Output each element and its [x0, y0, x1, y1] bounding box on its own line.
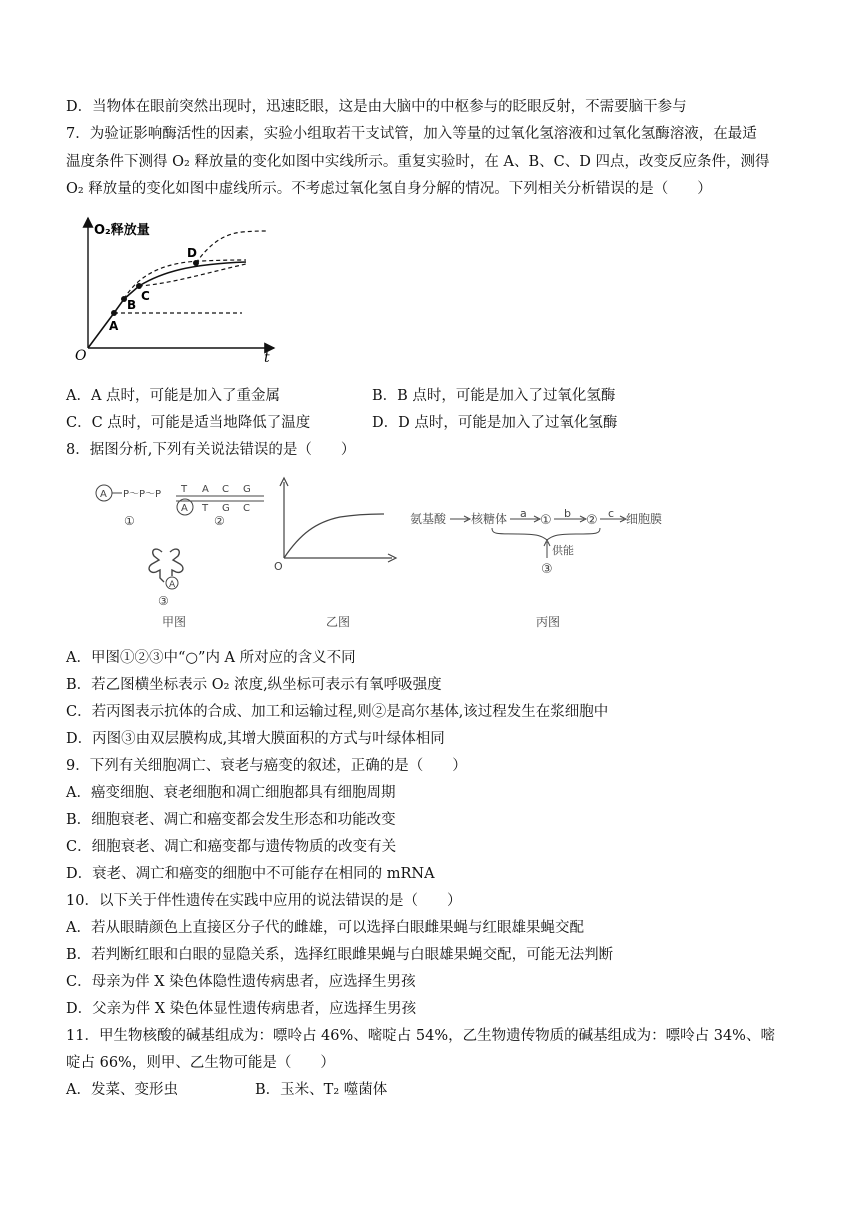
dna-top-1: A [202, 484, 209, 495]
flow-membrane: 细胞膜 [626, 512, 663, 526]
flow-ribosome: 核糖体 [471, 512, 508, 526]
q6-option-d: D．当物体在眼前突然出现时，迅速眨眼，这是由大脑中的中枢参与的眨眼反射，不需要脑干参与 [66, 99, 687, 115]
flow-brace [492, 528, 600, 540]
flow-b: b [564, 507, 571, 520]
dna-bottom-0: A [181, 503, 188, 514]
q10-stem: 10．以下关于伴性遗传在实践中应用的说法错误的是（ ） [66, 893, 462, 909]
q7-dashed-curve-d [196, 231, 268, 263]
q8-option-d: D．丙图③由双层膜构成,其增大膜面积的方式与叶绿体相同 [66, 731, 445, 747]
q7-point-a-label: A [109, 319, 119, 333]
q7-point-b-label: B [127, 298, 137, 312]
trna-shape [149, 549, 183, 582]
q7-option-d: D．D 点时，可能是加入了过氧化氢酶 [372, 415, 618, 431]
q9-option-b: B．细胞衰老、凋亡和癌变都会发生形态和功能改变 [66, 812, 396, 828]
dna-top-3: G [243, 484, 251, 495]
dna-bottom-1: T [202, 503, 209, 514]
dna-bottom-3: C [243, 503, 250, 514]
dna-bottom-2: G [222, 503, 230, 514]
q7-o2-release-graph [70, 212, 290, 364]
q8-option-b: B．若乙图横坐标表示 O₂ 浓度,纵坐标可表示有氧呼吸强度 [66, 677, 442, 693]
q8-option-a: A．甲图①②③中“○”内 A 所对应的含义不同 [66, 650, 356, 666]
flow-a: a [520, 507, 527, 520]
flow-s3: ③ [541, 562, 553, 577]
q11-option-a: A．发菜、变形虫 [66, 1082, 178, 1098]
jia-label: 甲图 [162, 615, 187, 629]
yi-origin: O [274, 560, 283, 573]
q11-stem-line2: 啶占 66%，则甲、乙生物可能是（ ） [66, 1055, 335, 1071]
jia-num2: ② [214, 514, 225, 528]
q10-option-c: C．母亲为伴 X 染色体隐性遗传病患者，应选择生男孩 [66, 974, 416, 990]
q7-point-c-label: C [141, 289, 150, 303]
q7-stem-line1: 7．为验证影响酶活性的因素，实验小组取若干支试管，加入等量的过氧化氢溶液和过氧化氢酶溶液，在最适 [66, 126, 757, 142]
dna-top-0: T [181, 484, 188, 495]
yi-label: 乙图 [326, 615, 351, 629]
flow-s1: ① [540, 513, 552, 528]
q9-stem: 9．下列有关细胞凋亡、衰老与癌变的叙述，正确的是（ ） [66, 758, 467, 774]
q10-option-b: B．若判断红眼和白眼的显隐关系，选择红眼雌果蝇与白眼雄果蝇交配，可能无法判断 [66, 947, 614, 963]
dna-top-2: C [222, 484, 229, 495]
flow-amino: 氨基酸 [410, 512, 447, 526]
q8-option-c: C．若丙图表示抗体的合成、加工和运输过程,则②是高尔基体,该过程发生在浆细胞中 [66, 704, 609, 720]
q8-figure [80, 474, 720, 634]
q8-stem: 8．据图分析,下列有关说法错误的是（ ） [66, 442, 356, 458]
q9-option-c: C．细胞衰老、凋亡和癌变都与遗传物质的改变有关 [66, 839, 397, 855]
bing-label: 丙图 [536, 615, 561, 629]
jia-num3: ③ [158, 594, 169, 608]
q7-point-a [111, 310, 117, 316]
q11-option-b: B．玉米、T₂ 噬菌体 [255, 1082, 388, 1098]
q11-stem-line1: 11．甲生物核酸的碱基组成为：嘌呤占 46%、嘧啶占 54%，乙生物遗传物质的碱基组成为：嘌呤占 34%、嘧 [66, 1028, 775, 1044]
flow-s2: ② [586, 513, 598, 528]
q10-option-a: A．若从眼睛颜色上直接区分子代的雌雄，可以选择白眼雌果蝇与红眼雄果蝇交配 [66, 920, 584, 936]
q7-stem-line3: O₂ 释放量的变化如图中虚线所示。不考虑过氧化氢自身分解的情况。下列相关分析错误的是（ ） [66, 181, 712, 197]
q7-origin-label: O [75, 348, 87, 364]
trna-a: A [169, 580, 176, 590]
q7-option-a: A．A 点时，可能是加入了重金属 [66, 388, 281, 404]
atp-phosphate-chain: P～P～P [123, 489, 162, 500]
q7-solid-curve [88, 262, 246, 348]
q9-option-a: A．癌变细胞、衰老细胞和凋亡细胞都具有细胞周期 [66, 785, 396, 801]
jia-num1: ① [124, 514, 135, 528]
atp-adenosine-a: A [100, 489, 107, 500]
q7-stem-line2: 温度条件下测得 O₂ 释放量的变化如图中实线所示。重复实验时，在 A、B、C、D 四点，改变反应条件，测得 [66, 154, 770, 170]
q7-y-axis-label: O₂释放量 [94, 223, 150, 238]
yi-curve [284, 514, 384, 558]
q9-option-d: D．衰老、凋亡和癌变的细胞中不可能存在相同的 mRNA [66, 866, 435, 882]
q7-point-d-label: D [187, 246, 197, 260]
q7-option-c: C．C 点时，可能是适当地降低了温度 [66, 415, 311, 431]
q7-x-axis-label: t [264, 350, 270, 364]
q7-option-b: B．B 点时，可能是加入了过氧化氢酶 [372, 388, 616, 404]
flow-supply: 供能 [552, 544, 574, 557]
q7-point-d [193, 260, 199, 266]
q10-option-d: D．父亲为伴 X 染色体显性遗传病患者，应选择生男孩 [66, 1001, 417, 1017]
flow-c: c [608, 507, 615, 520]
